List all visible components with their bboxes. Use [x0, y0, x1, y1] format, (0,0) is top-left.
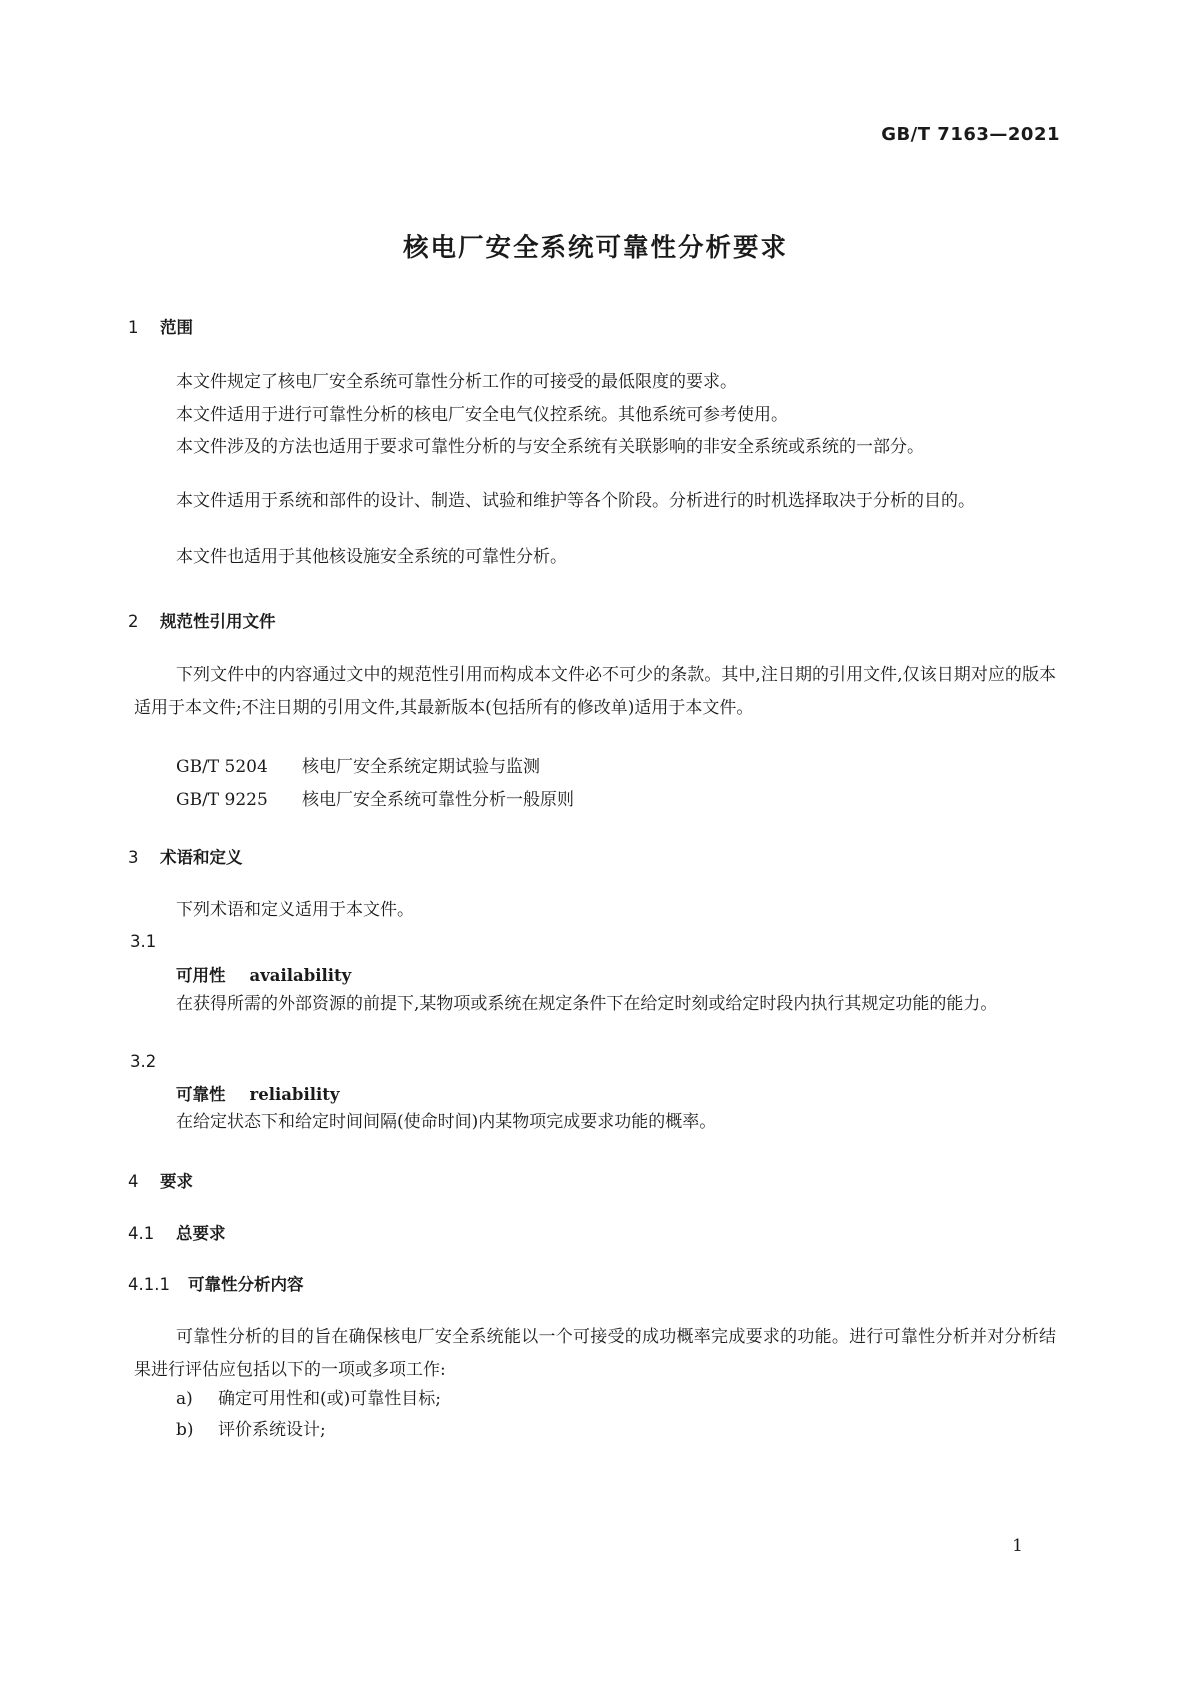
subsection-heading: [128, 1220, 226, 1244]
section-3-heading: [128, 844, 243, 868]
section-number: 1: [128, 318, 139, 337]
paragraph: 本文件涉及的方法也适用于要求可靠性分析的与安全系统有关联影响的非安全系统或系统的一部分。: [176, 437, 924, 457]
section-title: 规范性引用文件: [160, 612, 276, 631]
term-heading: [176, 962, 351, 986]
section-number: 3: [128, 848, 139, 867]
standard-code: GB/T 7163—2021: [881, 124, 1060, 145]
paragraph: 下列文件中的内容通过文中的规范性引用而构成本文件必不可少的条款。其中,注日期的引用文件,仅该日期对应的版本适用于本文件;不注日期的引用文件,其最新版本(包括所有的修改单)适用于本文件。: [134, 665, 1056, 718]
list-text: 评价系统设计;: [218, 1420, 326, 1440]
section-title: 范围: [160, 318, 193, 337]
paragraph: 本文件规定了核电厂安全系统可靠性分析工作的可接受的最低限度的要求。: [176, 372, 737, 392]
section-number: 4.1.1: [128, 1275, 170, 1294]
list-text: 确定可用性和(或)可靠性目标;: [218, 1389, 441, 1409]
section-title: 总要求: [176, 1224, 226, 1243]
section-2-heading: [128, 608, 276, 632]
paragraph: 本文件适用于进行可靠性分析的核电厂安全电气仪控系统。其他系统可参考使用。: [176, 405, 788, 425]
paragraph: 本文件适用于系统和部件的设计、制造、试验和维护等各个阶段。分析进行的时机选择取决于分析的目的。: [176, 491, 975, 511]
term-definition: 在获得所需的外部资源的前提下,某物项或系统在规定条件下在给定时刻或给定时段内执行其规定功能的能力。: [176, 994, 998, 1014]
reference-row: [176, 752, 540, 777]
section-title: 术语和定义: [160, 848, 243, 867]
term-en: reliability: [249, 1085, 340, 1104]
term-en: availability: [249, 966, 352, 985]
section-title: 可靠性分析内容: [188, 1275, 304, 1294]
reference-title: 核电厂安全系统定期试验与监测: [302, 757, 540, 777]
section-number: 4.1: [128, 1224, 155, 1243]
page-number: 1: [1012, 1536, 1023, 1556]
section-4-heading: [128, 1168, 193, 1192]
list-item: [176, 1415, 326, 1440]
section-number: 4: [128, 1172, 139, 1191]
document-title: 核电厂安全系统可靠性分析要求: [402, 233, 788, 263]
paragraph: 本文件也适用于其他核设施安全系统的可靠性分析。: [176, 547, 567, 567]
reference-code: GB/T 9225: [176, 790, 268, 810]
section-1-heading: [128, 314, 193, 338]
reference-row: [176, 785, 574, 810]
term-heading: [176, 1081, 339, 1105]
paragraph: 可靠性分析的目的旨在确保核电厂安全系统能以一个可接受的成功概率完成要求的功能。进行可靠性分析并对分析结果进行评估应包括以下的一项或多项工作:: [134, 1327, 1056, 1380]
reference-code: GB/T 5204: [176, 757, 268, 777]
term-definition: 在给定状态下和给定时间间隔(使命时间)内某物项完成要求功能的概率。: [176, 1112, 717, 1132]
list-marker: b): [176, 1420, 194, 1440]
subsubsection-heading: [128, 1271, 304, 1295]
term-number: 3.1: [130, 932, 157, 951]
section-number: 2: [128, 612, 139, 631]
list-item: [176, 1384, 441, 1409]
term-zh: 可用性: [176, 966, 226, 985]
section-title: 要求: [160, 1172, 193, 1191]
term-number: 3.2: [130, 1052, 157, 1071]
reference-title: 核电厂安全系统可靠性分析一般原则: [302, 790, 574, 810]
list-marker: a): [176, 1389, 193, 1409]
paragraph: 下列术语和定义适用于本文件。: [176, 900, 414, 920]
term-zh: 可靠性: [176, 1085, 226, 1104]
